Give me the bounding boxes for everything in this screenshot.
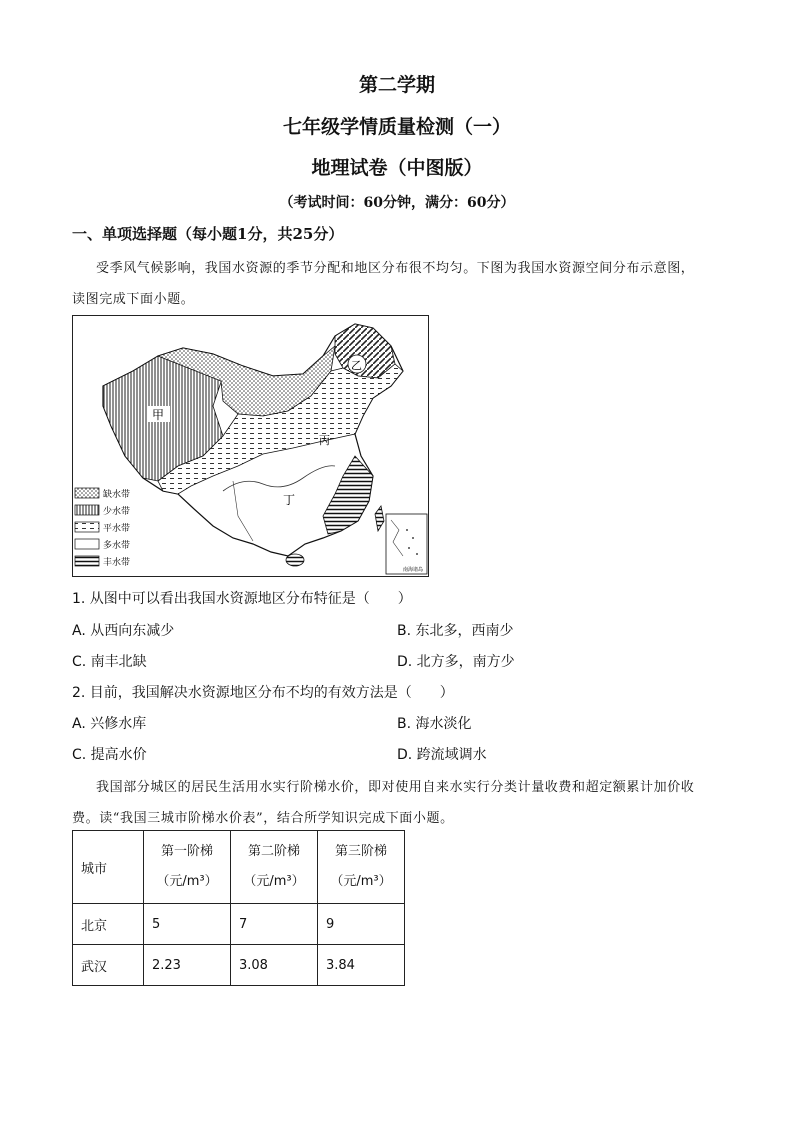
q1-option-d[interactable]: D. 北方多，南方少 (397, 654, 515, 670)
header-tier1-unit: （元/m³） (156, 874, 218, 889)
header-tier3 (318, 831, 405, 904)
legend-item: 缺水带 (103, 490, 131, 500)
q2-option-d[interactable]: D. 跨流域调水 (397, 747, 487, 763)
china-map-figure (73, 316, 428, 576)
cell-tier3: 3.84 (318, 945, 405, 986)
section-heading: 一、单项选择题（每小题1分，共25分） (72, 225, 344, 243)
header-tier1 (144, 831, 231, 904)
header-tier1-label: 第一阶梯 (160, 844, 213, 859)
cell-tier3: 9 (318, 904, 405, 945)
question-2-stem: 2. 目前，我国解决水资源地区分布不均的有效方法是（ ） (72, 685, 454, 701)
table-row (73, 945, 405, 986)
water-resource-map (72, 315, 429, 577)
q1-option-c[interactable]: C. 南丰北缺 (72, 654, 147, 670)
legend-item: 多水带 (103, 541, 131, 551)
passage2-line1: 我国部分城区的居民生活用水实行阶梯水价，即对使用自来水实行分类计量收费和超定额累计加价收 (96, 780, 695, 795)
header-tier2-label: 第二阶梯 (247, 844, 300, 859)
q2-option-b[interactable]: B. 海水淡化 (397, 716, 472, 732)
header-tier3-label: 第三阶梯 (334, 844, 387, 859)
table-row (73, 904, 405, 945)
q1-option-b[interactable]: B. 东北多，西南少 (397, 623, 514, 639)
subject-title: 地理试卷（中图版） (311, 157, 483, 179)
q1-option-a[interactable]: A. 从西向东减少 (72, 623, 175, 639)
inset-caption: 南海诸岛 (403, 567, 424, 573)
cell-city: 武汉 (73, 945, 144, 986)
region-label-jia: 甲 (152, 408, 165, 422)
exam-term-title: 第二学期 (358, 74, 435, 96)
legend-item: 少水带 (103, 507, 131, 517)
legend-item: 丰水带 (103, 558, 131, 568)
cell-tier2: 3.08 (231, 945, 318, 986)
south-sea-inset (386, 514, 427, 574)
header-city: 城市 (73, 831, 144, 904)
map-legend (75, 488, 130, 568)
header-tier2-unit: （元/m³） (243, 874, 305, 889)
legend-item: 平水带 (103, 524, 131, 534)
cell-tier1: 2.23 (144, 945, 231, 986)
region-label-bing: 丙 (319, 434, 330, 447)
taiwan-island (375, 506, 384, 531)
cell-tier2: 7 (231, 904, 318, 945)
header-tier2 (231, 831, 318, 904)
region-label-yi: 乙 (351, 359, 362, 372)
q2-option-c[interactable]: C. 提高水价 (72, 747, 147, 763)
question-1-stem: 1. 从图中可以看出我国水资源地区分布特征是（ ） (72, 591, 412, 607)
q2-option-a[interactable]: A. 兴修水库 (72, 716, 147, 732)
region-label-ding: 丁 (283, 493, 296, 507)
table-header-row (73, 831, 405, 904)
passage1-line2: 读图完成下面小题。 (72, 292, 195, 307)
water-price-table (72, 830, 405, 986)
exam-name-title: 七年级学情质量检测（一） (282, 116, 511, 138)
exam-info: （考试时间：60分钟，满分：60分） (279, 195, 515, 211)
cell-city: 北京 (73, 904, 144, 945)
passage2-line2: 费。读“我国三城市阶梯水价表”，结合所学知识完成下面小题。 (72, 811, 454, 826)
hainan-island (286, 554, 304, 566)
cell-tier1: 5 (144, 904, 231, 945)
header-tier3-unit: （元/m³） (330, 874, 392, 889)
passage1-line1: 受季风气候影响，我国水资源的季节分配和地区分布很不均匀。下图为我国水资源空间分布示意图， (96, 261, 695, 276)
